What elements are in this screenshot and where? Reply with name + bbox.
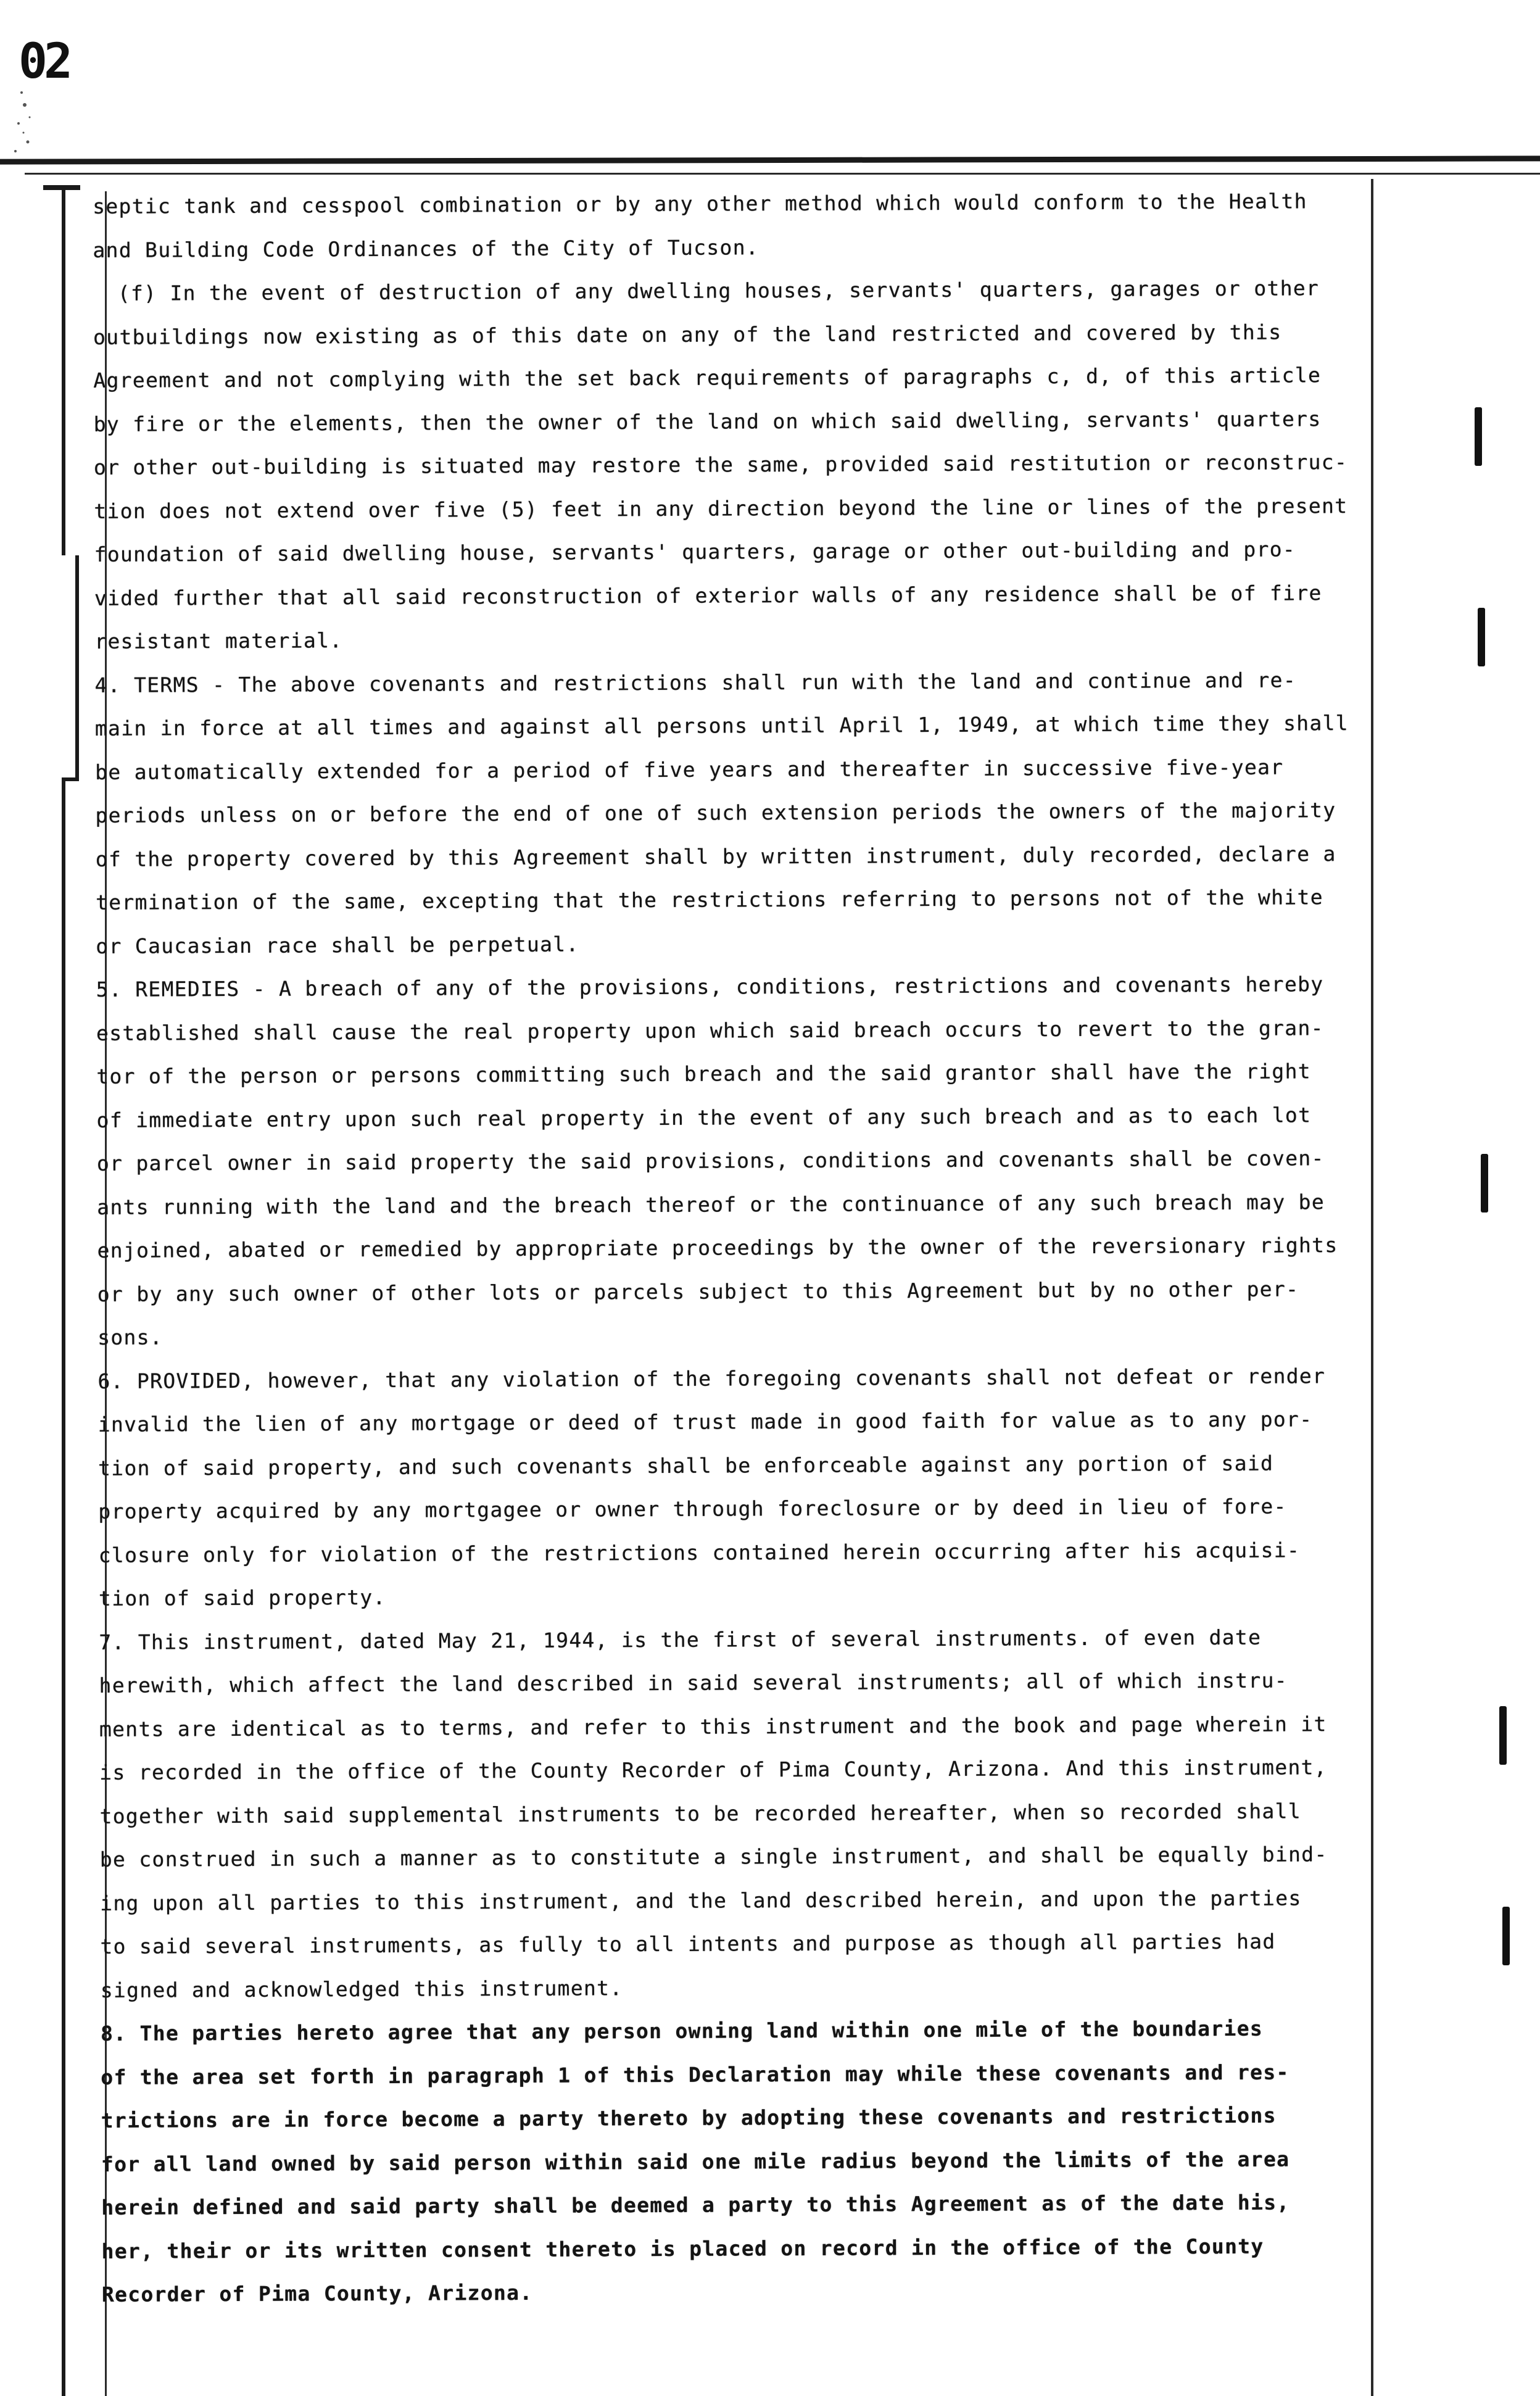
document-line: enjoined, abated or remedied by appropriate proceedings by the owner of the reversionary rights (97, 1233, 1338, 1262)
document-line: of immediate entry upon such real property in the event of any such breach and as to each lot (96, 1102, 1312, 1132)
document-line: herein defined and said party shall be deemed a party to this Agreement as of the date his, (101, 2190, 1290, 2220)
document-line: septic tank and cesspool combination or by any other method which would conform to the Health (93, 189, 1307, 218)
document-line: and Building Code Ordinances of the City of Tucson. (93, 234, 760, 262)
document-line: 6. PROVIDED, however, that any violation of the foregoing covenants shall not defeat or render (97, 1363, 1326, 1393)
left-border-line (62, 185, 65, 2396)
margin-mark-5b (1504, 1907, 1509, 1965)
document-line: her, their or its written consent thereto is placed on record in the office of the County (101, 2234, 1264, 2263)
document-line: Recorder of Pima County, Arizona. (101, 2280, 533, 2307)
document-line: for all land owned by said person within said one mile radius beyond the limits of the area (101, 2147, 1290, 2176)
document-line: to said several instruments, as fully to all intents and purpose as though all parties had (100, 1929, 1276, 1959)
margin-mark-4b (1501, 1706, 1505, 1765)
document-line: (f) In the event of destruction of any dwelling houses, servants' quarters, garages or other (117, 276, 1320, 305)
document-line: by fire or the elements, then the owner of the land on which said dwelling, servants' quarters (93, 406, 1322, 436)
document-line: or parcel owner in said property the said provisions, conditions and covenants shall be coven- (96, 1146, 1325, 1175)
margin-mark-2b (1481, 608, 1485, 666)
scan-edge-noise (0, 0, 34, 2396)
document-line: invalid the lien of any mortgage or deed of trust made in good faith for value as to any por- (97, 1407, 1313, 1436)
document-line: termination of the same, excepting that the restrictions referring to persons not of the white (95, 885, 1323, 914)
page-number: 02 (19, 34, 69, 89)
document-line: be construed in such a manner as to constitute a single instrument, and shall be equally bind- (99, 1842, 1328, 1872)
margin-mark-3b (1484, 1154, 1488, 1213)
header-rule (0, 155, 1540, 164)
document-line: tor of the person or persons committing such breach and the said grantor shall have the right (96, 1059, 1311, 1088)
document-line: trictions are in force become a party thereto by adopting these covenants and restrictions (101, 2103, 1277, 2133)
document-line: resistant material. (94, 628, 343, 653)
document-line: or by any such owner of other lots or parcels subject to this Agreement but by no other per- (97, 1276, 1299, 1306)
header-rule-secondary (25, 173, 1540, 175)
document-line: or Caucasian race shall be perpetual. (96, 932, 579, 958)
document-line: 5. REMEDIES - A breach of any of the provisions, conditions, restrictions and covenants hereby (96, 972, 1324, 1001)
document-line: ing upon all parties to this instrument, and the land described herein, and upon the parties (100, 1885, 1302, 1915)
document-line: ments are identical as to terms, and refer to this instrument and the book and page wherein it (99, 1711, 1327, 1741)
document-line: foundation of said dwelling house, servants' quarters, garage or other out-building and pro- (94, 537, 1296, 566)
document-line: 8. The parties hereto agree that any person owning land within one mile of the boundaries (100, 2016, 1264, 2046)
document-line: established shall cause the real property upon which said breach occurs to revert to the gran- (96, 1015, 1324, 1045)
left-border-tab (62, 555, 79, 781)
document-line: property acquired by any mortgagee or owner through foreclosure or by deed in lieu of fore- (98, 1494, 1287, 1523)
document-line: 7. This instrument, dated May 21, 1944, is the first of several instruments. of even date (99, 1625, 1262, 1654)
document-line: ants running with the land and the breach thereof or the continuance of any such breach may be (97, 1189, 1325, 1219)
margin-mark-1b (1478, 407, 1482, 466)
document-line: outbuildings now existing as of this date on any of the land restricted and covered by this (93, 320, 1282, 349)
document-line: together with said supplemental instruments to be recorded hereafter, when so recorded shall (99, 1798, 1302, 1828)
document-line: is recorded in the office of the County Recorder of Pima County, Arizona. And this instrument, (99, 1755, 1328, 1785)
document-line: periods unless on or before the end of one of such extension periods the owners of the majority (95, 798, 1336, 827)
document-line: tion does not extend over five (5) feet in any direction beyond the line or lines of the present (94, 493, 1348, 523)
document-line: tion of said property. (98, 1585, 386, 1610)
document-body (93, 180, 1373, 2316)
document-line: signed and acknowledged this instrument. (100, 1975, 623, 2002)
document-line: of the area set forth in paragraph 1 of this Declaration may while these covenants and res- (101, 2060, 1290, 2089)
document-line: vided further that all said reconstruction of exterior walls of any residence shall be of fire (94, 580, 1322, 610)
document-line: main in force at all times and against all persons until April 1, 1949, at which time they shall (94, 711, 1349, 740)
document-line: 4. TERMS - The above covenants and restrictions shall run with the land and continue and re- (94, 667, 1297, 697)
document-line: closure only for violation of the restrictions contained herein occurring after his acquisi- (98, 1537, 1301, 1567)
document-line: sons. (97, 1325, 164, 1349)
document-line: be automatically extended for a period of five years and thereafter in successive five-year (95, 755, 1284, 784)
document-line: herewith, which affect the land described in said several instruments; all of which instru- (99, 1668, 1288, 1698)
document-line: of the property covered by this Agreement shall by written instrument, duly recorded, declare a (95, 841, 1336, 871)
document-line: or other out-building is situated may restore the same, provided said restitution or reconstruc- (93, 450, 1348, 479)
document-line: tion of said property, and such covenants shall be enforceable against any portion of said (97, 1451, 1274, 1480)
document-line: Agreement and not complying with the set back requirements of paragraphs c, d, of this article (93, 363, 1322, 392)
